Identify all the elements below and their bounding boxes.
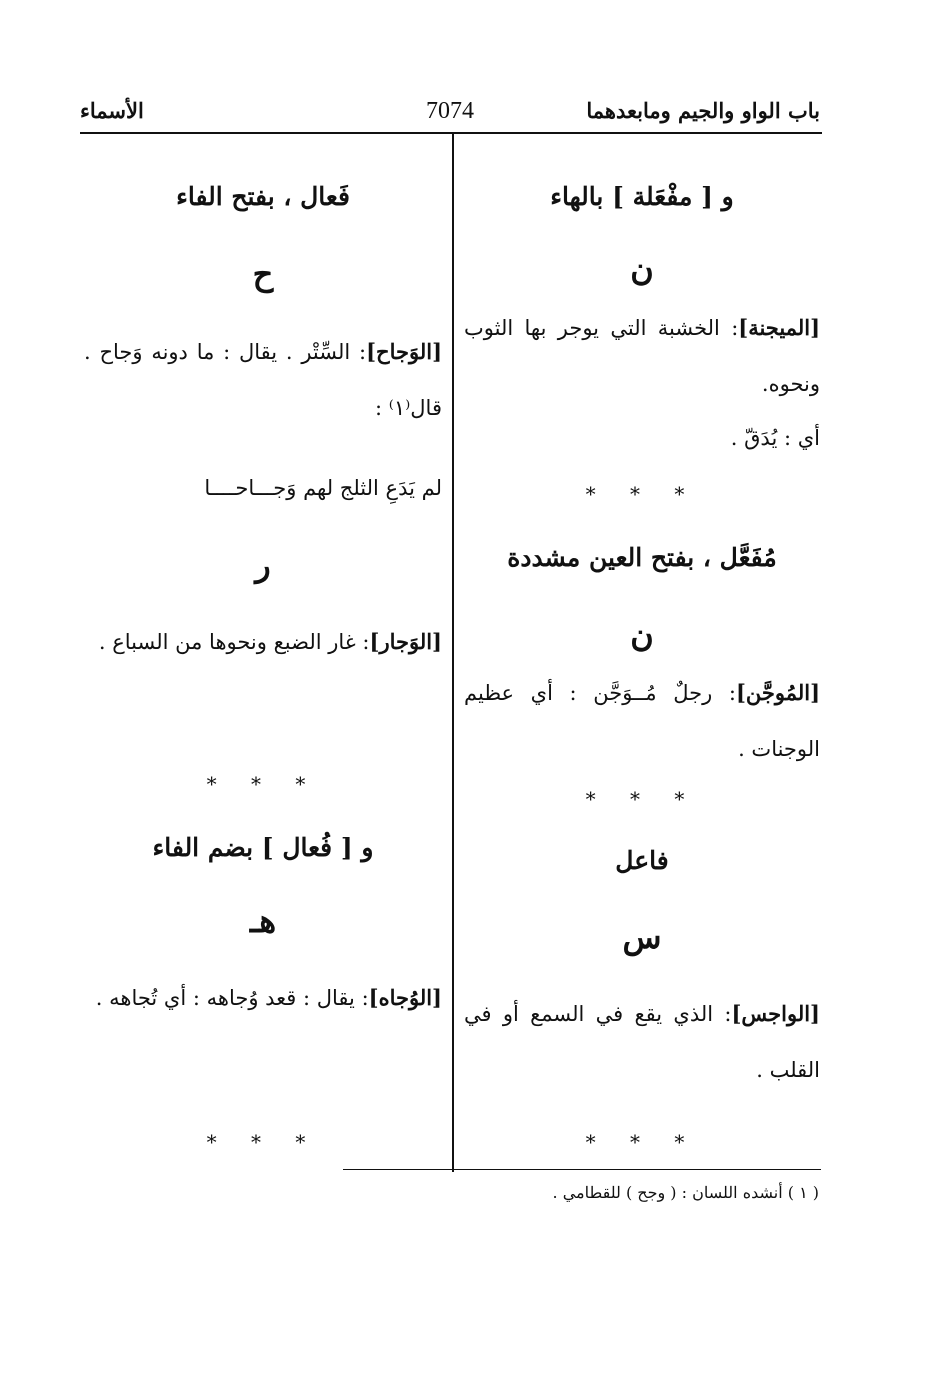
poetry-verse: لم يَدَعِ الثلج لهم وَجـــاحــــا (204, 476, 442, 500)
entry-text: : رجلٌ مُــوَجَّن : أي عظيم الوجنات . (464, 681, 820, 761)
entry-paragraph (84, 970, 442, 1026)
footnote-rule (343, 1169, 821, 1170)
letter-heading: ح (252, 255, 274, 293)
entry-term: [الوَجار] (369, 629, 442, 654)
entry-term: [الوُجاه] (368, 985, 442, 1010)
section-separator: * * * (206, 772, 320, 796)
letter-heading: هـ (249, 902, 277, 940)
running-header (80, 98, 820, 134)
section-heading: و [ مفْعَلة ] بالهاء (550, 182, 734, 211)
letter-heading: س (622, 918, 662, 956)
page-number: 7074 (426, 98, 474, 124)
footnote: ( ١ ) أنشده اللسان : ( وجح ) للقطامي . (552, 1183, 819, 1202)
category-label: الأسماء (80, 98, 144, 123)
section-heading: فَعال ، بفتح الفاء (176, 182, 350, 211)
entry-term: [الميجنة] (738, 315, 820, 340)
section-separator: * * * (585, 1130, 699, 1154)
section-separator: * * * (206, 1130, 320, 1154)
entry-term: [الوَجاح] (366, 339, 442, 364)
section-title: باب الواو والجيم ومابعدهما (586, 98, 820, 123)
letter-heading: ن (630, 616, 654, 654)
section-heading: و [ فُعال ] بضم الفاء (152, 833, 374, 862)
entry-note: أي : يُدَقّ . (730, 426, 820, 450)
entry-text: : غار الضبع ونحوها من السباع . (98, 630, 370, 654)
column-divider (452, 134, 454, 1172)
entry-paragraph (84, 324, 442, 436)
entry-text: : الخشبة التي يوجر بها الثوب ونحوه. (464, 316, 820, 396)
letter-heading: ر (255, 546, 271, 584)
entry-term: [الواجس] (731, 1001, 820, 1026)
entry-term: [المُوجَّن] (735, 680, 820, 705)
section-separator: * * * (585, 482, 699, 506)
header-rule (80, 132, 822, 134)
entry-text: : السِّتْر . يقال : ما دونه وَجاح . قال⁽١⁾ : (84, 340, 442, 420)
entry-text: : الذي يقع في السمع أو في القلب . (464, 1002, 820, 1082)
section-heading: مُفَعَّل ، بفتح العين مشددة (507, 543, 777, 572)
entry-paragraph (464, 300, 820, 412)
entry-paragraph (84, 614, 442, 670)
section-separator: * * * (585, 787, 699, 811)
section-heading: فاعل (615, 846, 669, 875)
entry-paragraph (464, 986, 820, 1098)
letter-heading: ن (630, 250, 654, 288)
entry-paragraph (464, 665, 820, 777)
entry-text: : يقال : قعد وُجاهه : أي تُجاهه . (95, 986, 369, 1010)
